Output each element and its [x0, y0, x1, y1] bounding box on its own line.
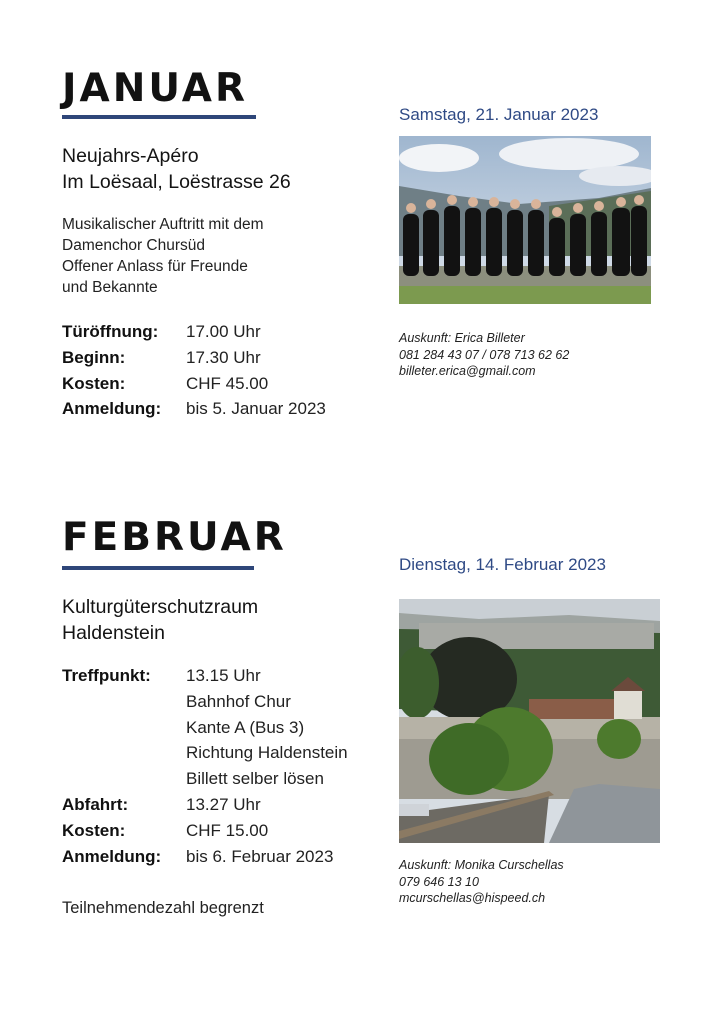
event-date-february: Dienstag, 14. Februar 2023 [399, 555, 606, 574]
contact-email[interactable]: billeter.erica@gmail.com [399, 364, 536, 378]
contact-info-january [399, 330, 569, 380]
event-title-line-1: Neujahrs-Apéro [62, 145, 199, 167]
detail-label: Abfahrt: [62, 794, 129, 814]
detail-value: CHF 45.00 [186, 373, 269, 393]
detail-value: bis 6. Februar 2023 [186, 846, 334, 866]
detail-label: Türöffnung: [62, 322, 159, 341]
contact-email[interactable]: mcurschellas@hispeed.ch [399, 891, 546, 905]
event-details-january [62, 319, 326, 422]
detail-label: Treffpunkt: [62, 666, 151, 685]
detail-label: Beginn: [62, 347, 126, 367]
detail-row-tueroeffnung [62, 319, 326, 345]
participant-limit-note: Teilnehmendezahl begrenzt [62, 899, 264, 917]
event-description-january [62, 214, 264, 298]
detail-row-beginn [62, 345, 326, 371]
contact-name: Auskunft: Erica Billeter [399, 331, 525, 345]
event-title-january [62, 143, 291, 195]
contact-name: Auskunft: Monika Curschellas [399, 858, 564, 872]
detail-row-kosten [62, 371, 326, 397]
detail-value: 17.00 Uhr [186, 322, 261, 341]
description-line: Musikalischer Auftritt mit dem [62, 216, 264, 233]
detail-value: bis 5. Januar 2023 [186, 399, 326, 419]
heading-underline-february [62, 566, 254, 570]
detail-value: Billett selber lösen [186, 769, 324, 789]
event-date-january: Samstag, 21. Januar 2023 [399, 105, 599, 124]
detail-row-kosten [62, 818, 348, 844]
heading-underline-january [62, 115, 256, 119]
detail-label: Anmeldung: [62, 399, 162, 419]
detail-row-abfahrt [62, 792, 348, 818]
detail-value: Kante A (Bus 3) [186, 717, 305, 737]
month-heading-january: JANUAR [62, 66, 249, 111]
detail-label: Anmeldung: [62, 846, 162, 866]
event-title-line-2: Haldenstein [62, 622, 165, 644]
detail-label: Kosten: [62, 373, 126, 393]
description-line: und Bekannte [62, 279, 158, 296]
description-line: Offener Anlass für Freunde [62, 258, 248, 275]
event-details-february [62, 663, 348, 869]
detail-row-anmeldung [62, 396, 326, 422]
contact-info-february [399, 857, 564, 907]
detail-value: Richtung Haldenstein [186, 743, 348, 763]
detail-value: 13.27 Uhr [186, 794, 261, 814]
event-title-line-2: Im Loësaal, Loëstrasse 26 [62, 171, 291, 193]
event-title-february [62, 594, 258, 646]
detail-value: 17.30 Uhr [186, 347, 261, 367]
contact-phone: 079 646 13 10 [399, 874, 479, 889]
detail-value: 13.15 Uhr [186, 666, 261, 685]
detail-value: CHF 15.00 [186, 820, 269, 840]
month-heading-february: FEBRUAR [62, 515, 287, 560]
detail-row-anmeldung [62, 844, 348, 870]
haldenstein-photo [399, 599, 660, 843]
detail-label: Kosten: [62, 820, 126, 840]
detail-row-treffpunkt [62, 663, 348, 792]
choir-photo [399, 136, 651, 304]
event-title-line-1: Kulturgüterschutzraum [62, 596, 259, 618]
detail-value: Bahnhof Chur [186, 691, 291, 711]
contact-phone: 081 284 43 07 / 078 713 62 62 [399, 347, 570, 362]
description-line: Damenchor Chursüd [62, 237, 206, 254]
